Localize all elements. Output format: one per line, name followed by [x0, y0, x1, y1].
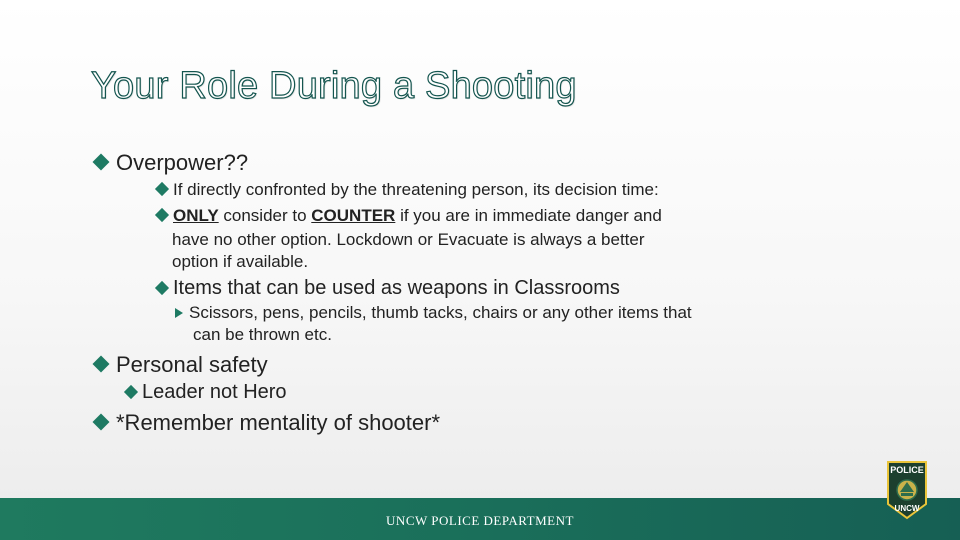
bullet-text: Leader not Hero — [142, 381, 287, 403]
footer-department-name: UNCW POLICE DEPARTMENT — [386, 513, 574, 528]
bullet-items-weapons — [155, 276, 620, 300]
diamond-bullet-icon — [93, 414, 110, 431]
bullet-text: consider to — [218, 206, 312, 225]
bullet-overpower — [93, 150, 248, 176]
bullet-text: Personal safety — [116, 352, 268, 377]
bullet-text: if you are in immediate danger and — [395, 206, 662, 225]
bullet-continuation: can be thrown etc. — [193, 325, 332, 344]
police-badge-icon — [884, 460, 930, 520]
bullet-scissors — [175, 302, 692, 324]
diamond-bullet-icon — [155, 182, 169, 196]
badge-bottom-text: UNCW — [894, 504, 920, 513]
bullet-text: Items that can be used as weapons in Classrooms — [173, 277, 620, 299]
diamond-bullet-icon — [93, 154, 110, 171]
bullet-text: *Remember mentality of shooter* — [116, 410, 441, 435]
bullet-text: Scissors, pens, pencils, thumb tacks, chairs or any other items that — [189, 303, 692, 322]
bullet-continuation: have no other option. Lockdown or Evacuate is always a better — [172, 230, 645, 249]
emphasis-only: ONLY — [173, 206, 219, 225]
bullet-leader-not-hero — [124, 380, 287, 404]
bullet-personal-safety — [93, 352, 268, 378]
bullet-text: If directly confronted by the threatening person, its decision time: — [173, 180, 659, 199]
bullet-confronted — [155, 178, 659, 201]
diamond-bullet-icon — [124, 385, 138, 399]
emphasis-counter: COUNTER — [311, 206, 396, 225]
arrow-bullet-icon — [175, 308, 183, 318]
diamond-bullet-icon — [93, 356, 110, 373]
bullet-text: Overpower?? — [116, 150, 249, 175]
diamond-bullet-icon — [155, 208, 169, 222]
diamond-bullet-icon — [155, 281, 169, 295]
badge-top-text: POLICE — [890, 465, 924, 475]
slide-title: Your Role During a Shooting — [91, 65, 577, 107]
bullet-only-counter — [155, 204, 662, 227]
bullet-remember — [93, 410, 440, 436]
bullet-continuation: option if available. — [172, 252, 309, 271]
